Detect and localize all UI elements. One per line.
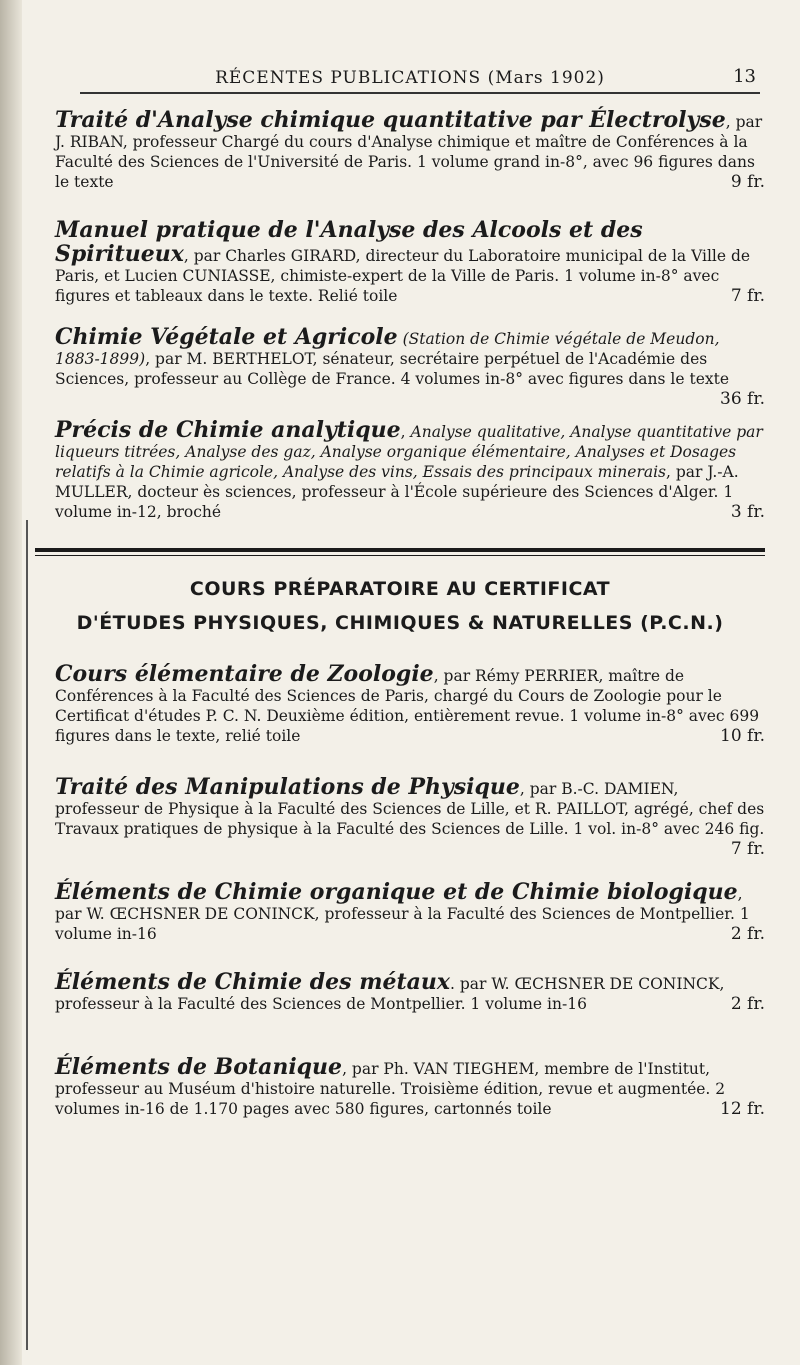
entry-subtitle: (Station de Chimie végétale de Meudon, 1883-1899) <box>55 330 720 368</box>
entry-price: 3 fr. <box>730 502 765 522</box>
entry-title: Traité d'Analyse chimique quantitative par Électrolyse <box>55 107 726 133</box>
entry-title: Précis de Chimie analytique <box>55 417 401 443</box>
entry-botanique <box>55 1055 765 1119</box>
entry-title: Traité des Manipulations de Physique <box>55 774 520 800</box>
entry-price: 10 fr. <box>720 726 765 746</box>
entry-price: 7 fr. <box>730 286 765 306</box>
entry-text: , par M. BERTHELOT, sénateur, secrétaire perpétuel de l'Académie des Sciences, professeur au Collège de France. 4 volumes in-8° avec figures dans le texte <box>55 350 730 388</box>
entry-price: 9 fr. <box>730 172 765 192</box>
entry-chimie-vegetale <box>55 325 765 409</box>
entry-title: Éléments de Chimie organique et de Chimie biologique <box>55 879 738 905</box>
entry-text: , par Rémy PERRIER, maître de Conférences à la Faculté des Sciences de Paris, chargé du Cours de Zoologie pour le Certificat d'études P. C. N. Deuxième édition, entièrement revue. 1 volume in-8° avec 699 figures dans le texte, relié toile <box>55 667 760 745</box>
course-rule-top <box>35 548 765 552</box>
header-rule <box>80 92 760 94</box>
course-rule-top-thin <box>35 555 765 556</box>
entry-text: , par J.-A. MULLER, docteur ès sciences, professeur à l'École supérieure des Sciences d'Alger. 1 volume in-12, broché <box>55 463 739 521</box>
entry-price: 36 fr. <box>720 389 765 409</box>
entry-chimie-metaux <box>55 970 765 1014</box>
page-number: 13 <box>733 66 756 87</box>
entry-chimie-analytique: Précis de Chimie analytique, Analyse qualitative, Analyse quantitative par liqueurs titrées, Analyse des gaz, Analyse organique élémentaire, Analyses et Dosages relatifs à la Chimie agricole, Analyse des vins, Essais des principaux minerais, par J.-A. MULLER, docteur ès sciences, professeur à l'École supérieure des Sciences d'Alger. 1 volume in-12, broché 3 fr. <box>55 417 765 522</box>
entry-title: Cours élémentaire de Zoologie <box>55 661 434 687</box>
entry-price: 2 fr. <box>730 994 765 1014</box>
entry-text: , par Ph. VAN TIEGHEM, membre de l'Institut, professeur au Muséum d'histoire naturelle. Troisième édition, revue et augmentée. 2 volumes in-16 de 1.170 pages avec 580 figures, cartonnés toile <box>55 1060 726 1118</box>
entry-text: , par W. ŒCHSNER DE CONINCK, professeur à la Faculté des Sciences de Montpellier. 1 volume in-16 <box>55 885 750 943</box>
entry-price: 7 fr. <box>730 839 765 859</box>
entry-analyse-electrolyse <box>55 108 765 192</box>
entry-text: , par Charles GIRARD, directeur du Laboratoire municipal de la Ville de Paris, et Lucien CUNIASSE, chimiste-expert de la Ville de Paris. 1 volume in-8° avec figures et tableaux dans le texte. Relié toile <box>55 247 751 305</box>
entry-price: 12 fr. <box>720 1099 765 1119</box>
running-head: RÉCENTES PUBLICATIONS (Mars 1902) <box>215 68 605 88</box>
entry-title: Éléments de Chimie des métaux <box>55 969 451 995</box>
entry-subtitle: Analyse qualitative, Analyse quantitative par liqueurs titrées, Analyse des gaz, Analyse organique élémentaire, Analyses et Dosages relatifs à la Chimie agricole, Analyse des vins, Essais des principaux minerais <box>55 423 763 481</box>
entry-analyse-alcools <box>55 218 765 306</box>
entry-text: , par J. RIBAN, professeur Chargé du cours d'Analyse chimique et maître de Conférences à la Faculté des Sciences de l'Université de Paris. 1 volume grand in-8°, avec 96 figures dans le texte <box>55 113 763 191</box>
entry-chimie-organique <box>55 880 765 944</box>
course-heading-line1: COURS PRÉPARATOIRE AU CERTIFICAT <box>189 578 611 600</box>
entry-title: Manuel pratique de l'Analyse des Alcools et des Spiritueux <box>55 217 643 267</box>
entry-manipulations-physique <box>55 775 765 859</box>
entry-price: 2 fr. <box>730 924 765 944</box>
entry-text: . par W. ŒCHSNER DE CONINCK, professeur à la Faculté des Sciences de Montpellier. 1 volume in-16 <box>55 975 725 1013</box>
entry-title: Éléments de Botanique <box>55 1054 343 1080</box>
entry-zoologie <box>55 662 765 746</box>
course-heading-line2: D'ÉTUDES PHYSIQUES, CHIMIQUES & NATURELLES (P.C.N.) <box>76 612 724 634</box>
entry-title: Chimie Végétale et Agricole <box>55 324 398 350</box>
binding-shadow <box>0 0 22 1365</box>
entry-text: , par B.-C. DAMIEN, professeur de Physique à la Faculté des Sciences de Lille, et R. PAILLOT, agrégé, chef des Travaux pratiques de physique à la Faculté des Sciences de Lille. 1 vol. in-8° avec 246 fig. <box>55 780 765 838</box>
margin-line <box>26 520 28 1350</box>
